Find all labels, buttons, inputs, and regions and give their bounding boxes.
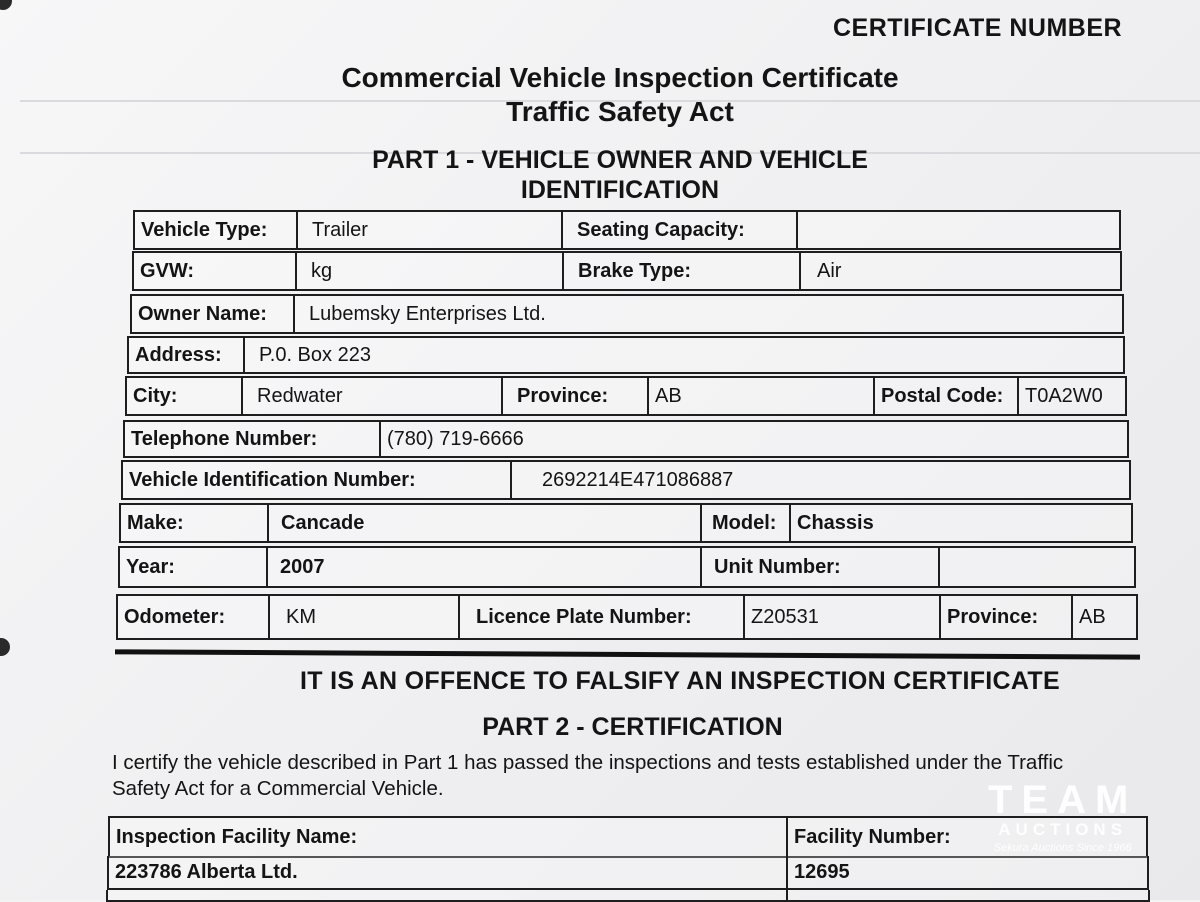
row-gvw xyxy=(132,251,1122,291)
document-subtitle: Traffic Safety Act xyxy=(506,96,734,127)
address-label: Address: xyxy=(129,338,245,372)
year-value: 2007 xyxy=(268,548,702,586)
team-auctions-watermark xyxy=(988,780,1137,856)
document-title: Commercial Vehicle Inspection Certificate xyxy=(341,62,899,93)
part1-heading-cont: IDENTIFICATION xyxy=(520,176,720,204)
certification-line-2: Safety Act for a Commercial Vehicle. xyxy=(112,777,444,800)
row-telephone xyxy=(123,420,1129,458)
row-address xyxy=(127,336,1125,374)
gvw-value: kg xyxy=(297,253,564,289)
model-label: Model: xyxy=(702,505,791,541)
owner-name-value: Lubemsky Enterprises Ltd. xyxy=(309,302,546,325)
offence-notice: IT IS AN OFFENCE TO FALSIFY AN INSPECTION CERTIFICATE xyxy=(300,667,1060,695)
unit-number-label: Unit Number: xyxy=(702,548,940,586)
row-make xyxy=(119,503,1133,543)
row-next-partial xyxy=(106,890,1150,902)
make-value: Cancade xyxy=(269,505,702,541)
brake-type-value: Air xyxy=(817,259,842,282)
row-odometer xyxy=(116,594,1138,640)
gvw-label: GVW: xyxy=(134,253,297,289)
binder-hole xyxy=(0,0,12,10)
binder-hole xyxy=(0,638,10,656)
row-facility-values xyxy=(107,856,1149,890)
row-city xyxy=(125,376,1127,416)
province-label: Province: xyxy=(503,378,649,414)
facility-number-label: Facility Number: xyxy=(794,825,951,848)
row-owner-name xyxy=(130,294,1124,334)
facility-name-label: Inspection Facility Name: xyxy=(110,818,788,856)
vin-label: Vehicle Identification Number: xyxy=(123,462,512,498)
seating-capacity-value xyxy=(798,212,1119,248)
vin-value: 2692214E471086887 xyxy=(542,468,734,491)
province-value: AB xyxy=(649,378,875,414)
model-value: Chassis xyxy=(797,511,874,534)
watermark-team: TEAM xyxy=(988,778,1138,822)
address-value: P.0. Box 223 xyxy=(259,343,371,366)
city-value: Redwater xyxy=(243,378,503,414)
certification-line-1: I certify the vehicle described in Part 1 has passed the inspections and tests established under the Traffic xyxy=(112,751,1064,774)
facility-name-value: 223786 Alberta Ltd. xyxy=(109,856,788,888)
odometer-value: KM xyxy=(270,596,460,638)
part2-heading: PART 2 - CERTIFICATION xyxy=(482,713,783,741)
watermark-auctions: AUCTIONS xyxy=(998,820,1128,839)
city-label: City: xyxy=(127,378,243,414)
brake-type-label: Brake Type: xyxy=(564,253,801,289)
certificate-number-label: CERTIFICATE NUMBER xyxy=(833,14,1123,42)
seating-capacity-label: Seating Capacity: xyxy=(563,212,798,248)
postal-code-label: Postal Code: xyxy=(875,378,1019,414)
unit-number-value xyxy=(940,548,1134,586)
plate-province-label: Province: xyxy=(941,596,1073,638)
owner-name-label: Owner Name: xyxy=(132,296,295,332)
row-vin xyxy=(121,460,1131,500)
telephone-label: Telephone Number: xyxy=(125,422,381,456)
facility-number-value: 12695 xyxy=(794,860,850,883)
plate-province-value: AB xyxy=(1079,605,1106,628)
row-vehicle-type xyxy=(133,210,1121,250)
vehicle-type-value: Trailer xyxy=(298,212,563,248)
watermark-since: Sekura Auctions Since 1966 xyxy=(993,842,1132,854)
make-label: Make: xyxy=(121,505,269,541)
section-divider xyxy=(115,649,1140,659)
licence-plate-value: Z20531 xyxy=(745,596,941,638)
row-year xyxy=(118,546,1136,588)
telephone-value: (780) 719-6666 xyxy=(387,427,524,450)
postal-code-value: T0A2W0 xyxy=(1025,384,1103,407)
part1-heading: PART 1 - VEHICLE OWNER AND VEHICLE xyxy=(372,146,868,174)
odometer-label: Odometer: xyxy=(118,596,270,638)
vehicle-type-label: Vehicle Type: xyxy=(135,212,298,248)
year-label: Year: xyxy=(120,548,268,586)
licence-plate-label: Licence Plate Number: xyxy=(460,596,745,638)
